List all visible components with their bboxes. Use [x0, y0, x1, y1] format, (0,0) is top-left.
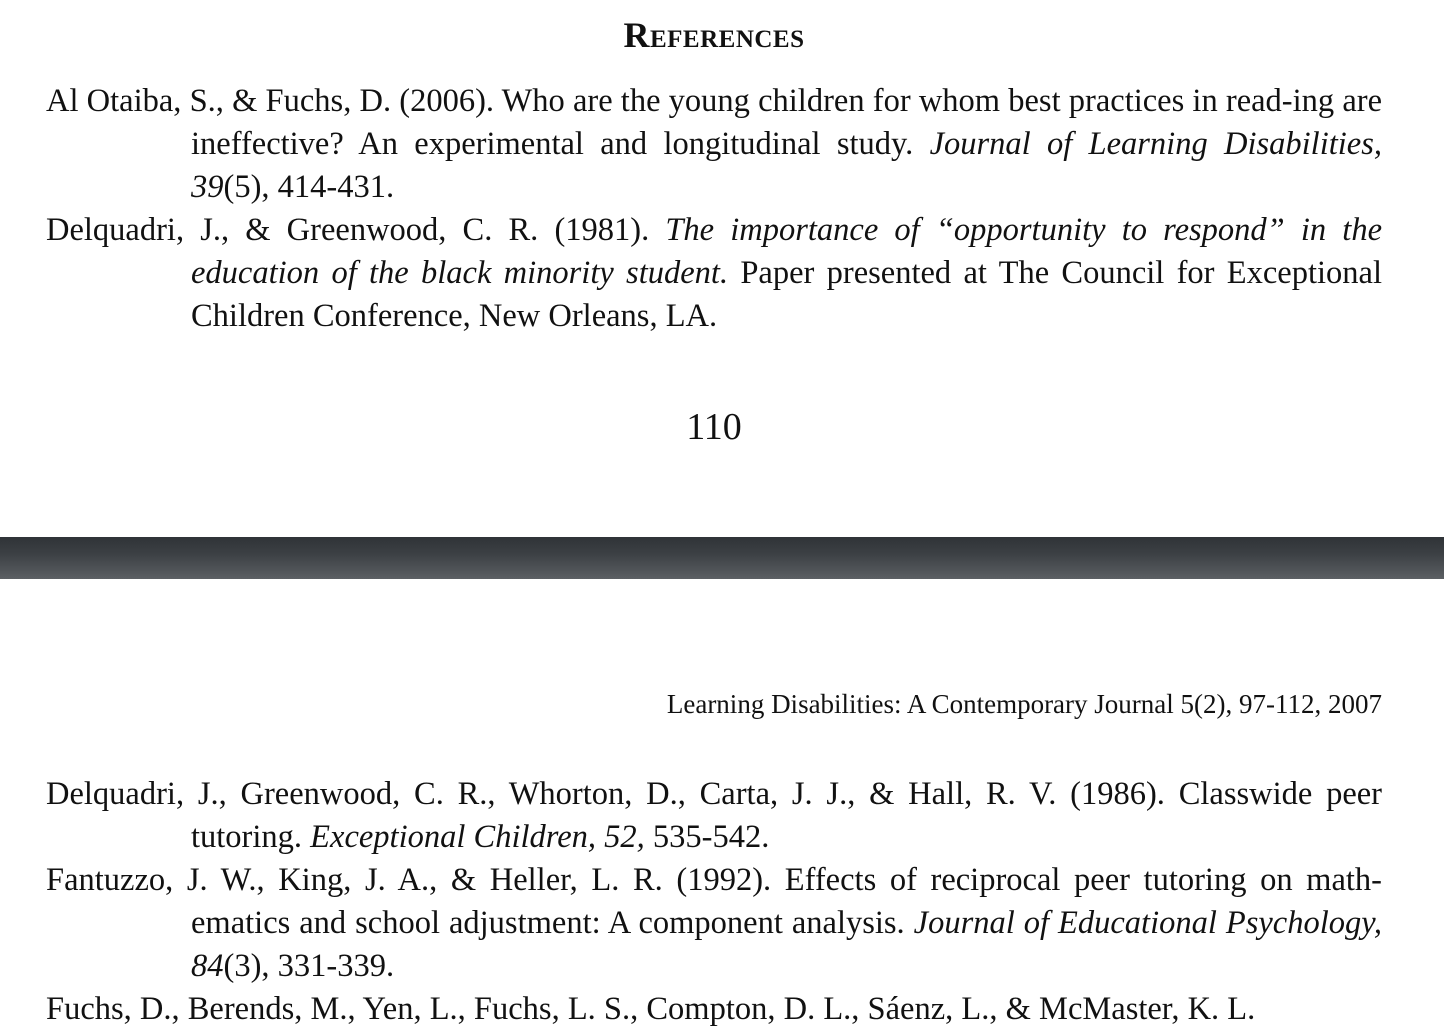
reference-authors: Fuchs, D., Berends, M., Yen, L., Fuchs, L. S., Compton, D. L., Sáenz, L., & McMaster, K. L.: [46, 991, 1256, 1027]
reference-authors: Delquadri, J., & Greenwood, C. R. (1981).: [46, 212, 666, 248]
running-header: Learning Disabilities: A Contemporary Journal 5(2), 97-112, 2007: [666, 689, 1382, 719]
reference-list: [46, 80, 1382, 338]
reference-journal: Exceptional Children, 52,: [310, 819, 645, 855]
reference-entry: [46, 209, 1382, 338]
reference-entry: [46, 773, 1382, 859]
page-number: 110: [686, 406, 742, 448]
reference-authors: Al Otaiba, S., & Fuchs, D. (2006). Who are the young children for whom best practices in read-ing are ineffective? An experimental and longitudinal study.: [46, 83, 1382, 162]
reference-entry: [46, 859, 1382, 988]
reference-title: The importance of “opportunity to respond” in the education of the black minority student.: [191, 212, 1382, 291]
reference-authors: Fantuzzo, J. W., King, J. A., & Heller, L. R. (1992). Effects of reciprocal peer tutoring on math-ematics and school adjustment: A component analysis.: [46, 862, 1382, 941]
page-separator: [0, 537, 1444, 579]
section-heading: References: [623, 15, 805, 55]
reference-entry: [46, 988, 1382, 1031]
reference-entry: [46, 80, 1382, 209]
page-bottom: [0, 579, 1444, 1027]
reference-details: Paper presented at The Council for Exceptional Children Conference, New Orleans, LA.: [191, 255, 1382, 334]
reference-list: [46, 773, 1382, 1031]
reference-journal: Journal of Educational Psychology, 84: [191, 905, 1382, 984]
reference-details: (3), 331-339.: [223, 948, 395, 984]
reference-journal: Journal of Learning Disabilities, 39: [191, 126, 1383, 205]
reference-details: 535-542.: [644, 819, 770, 855]
reference-details: (5), 414-431.: [223, 169, 395, 205]
reference-authors: Delquadri, J., Greenwood, C. R., Whorton, D., Carta, J. J., & Hall, R. V. (1986). Classwide peer tutoring.: [46, 776, 1382, 855]
